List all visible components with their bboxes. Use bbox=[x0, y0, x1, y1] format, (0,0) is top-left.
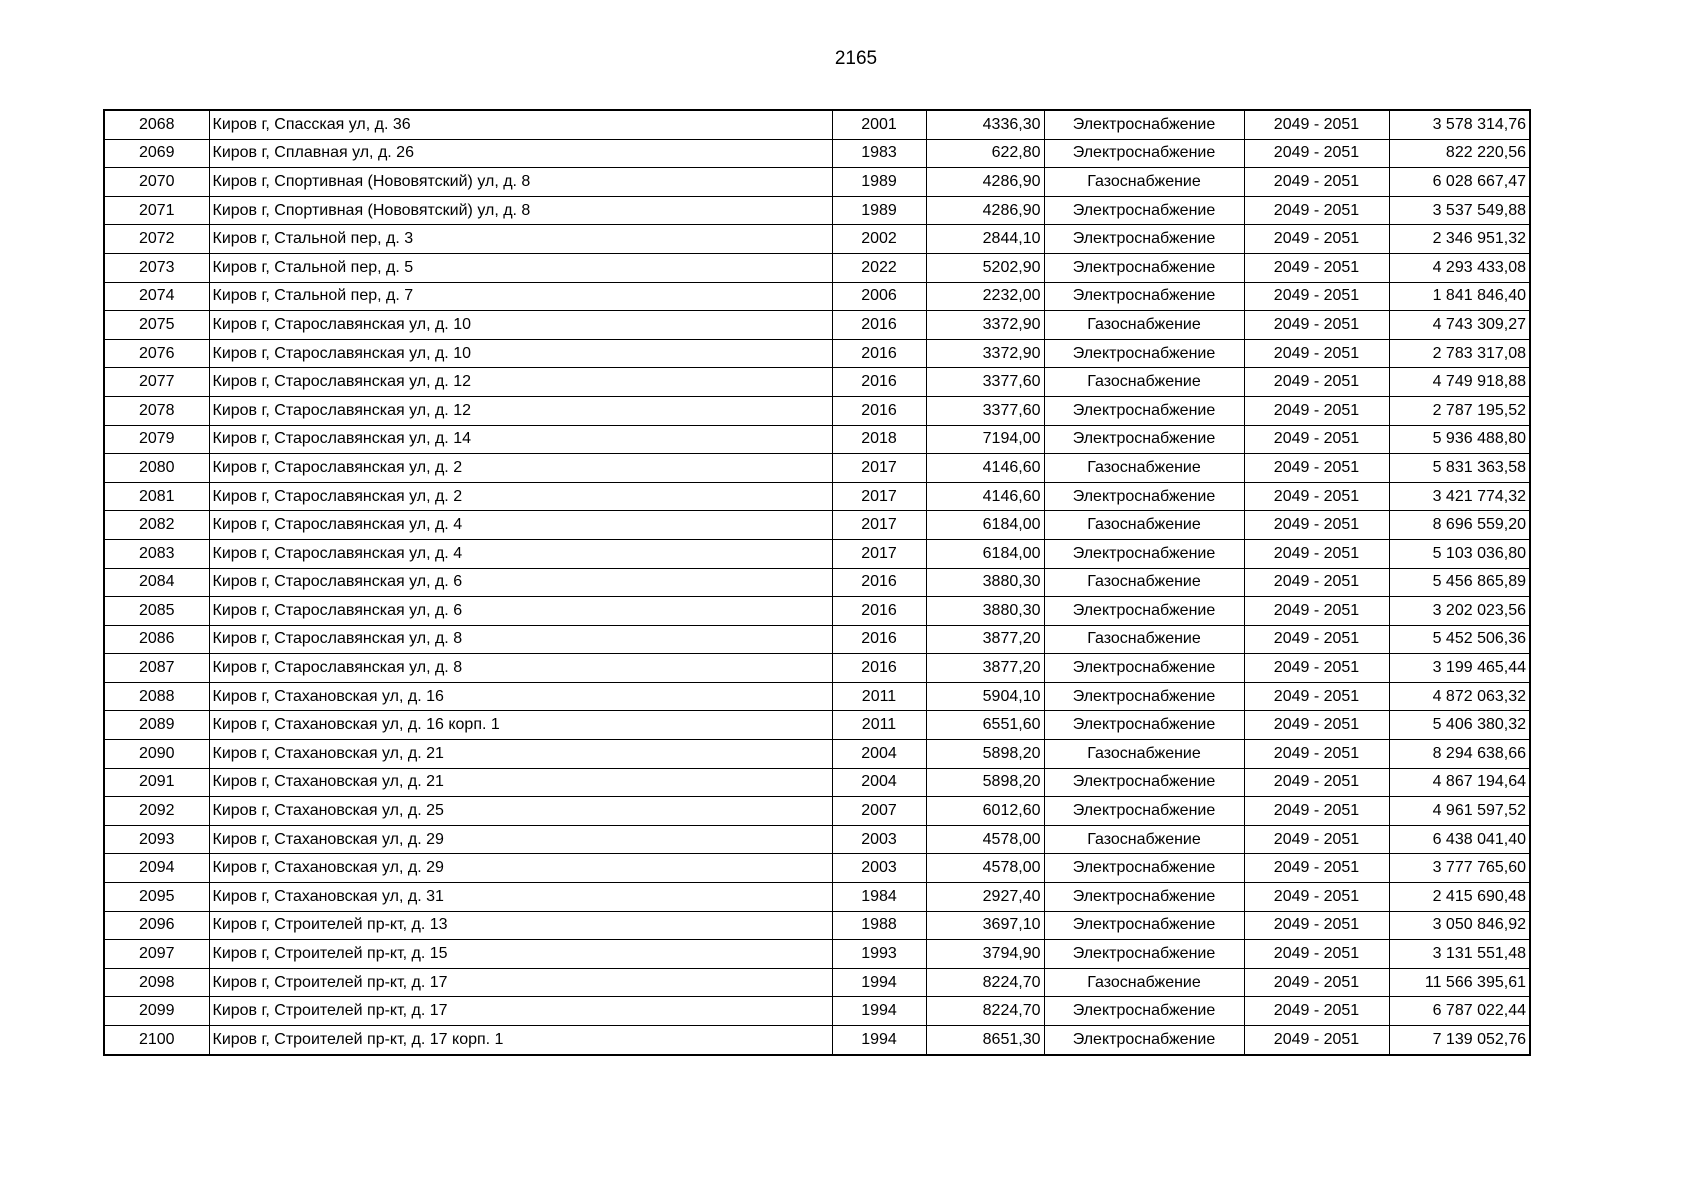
year-built-cell: 2003 bbox=[832, 825, 926, 854]
address-cell: Киров г, Старославянская ул, д. 4 bbox=[209, 539, 832, 568]
address-cell: Киров г, Стахановская ул, д. 21 bbox=[209, 740, 832, 769]
row-number: 2090 bbox=[104, 740, 209, 769]
area-cell: 4578,00 bbox=[926, 825, 1044, 854]
table-row bbox=[104, 454, 1530, 483]
year-built-cell: 2017 bbox=[832, 539, 926, 568]
area-cell: 8224,70 bbox=[926, 997, 1044, 1026]
table-row bbox=[104, 711, 1530, 740]
table-row bbox=[104, 253, 1530, 282]
address-cell: Киров г, Старославянская ул, д. 6 bbox=[209, 597, 832, 626]
service-type-cell: Электроснабжение bbox=[1044, 253, 1244, 282]
address-cell: Киров г, Старославянская ул, д. 8 bbox=[209, 625, 832, 654]
row-number: 2100 bbox=[104, 1026, 209, 1055]
row-number: 2077 bbox=[104, 368, 209, 397]
table-row bbox=[104, 883, 1530, 912]
service-type-cell: Газоснабжение bbox=[1044, 625, 1244, 654]
address-cell: Киров г, Спортивная (Нововятский) ул, д. 8 bbox=[209, 196, 832, 225]
table-row bbox=[104, 425, 1530, 454]
table-row bbox=[104, 482, 1530, 511]
row-number: 2087 bbox=[104, 654, 209, 683]
cost-cell: 6 028 667,47 bbox=[1389, 168, 1530, 197]
service-type-cell: Электроснабжение bbox=[1044, 539, 1244, 568]
area-cell: 4286,90 bbox=[926, 196, 1044, 225]
area-cell: 2927,40 bbox=[926, 883, 1044, 912]
row-number: 2085 bbox=[104, 597, 209, 626]
area-cell: 2232,00 bbox=[926, 282, 1044, 311]
year-built-cell: 2016 bbox=[832, 368, 926, 397]
year-built-cell: 2001 bbox=[832, 110, 926, 139]
year-built-cell: 1984 bbox=[832, 883, 926, 912]
year-built-cell: 2016 bbox=[832, 654, 926, 683]
year-built-cell: 2006 bbox=[832, 282, 926, 311]
address-cell: Киров г, Строителей пр-кт, д. 13 bbox=[209, 911, 832, 940]
row-number: 2078 bbox=[104, 396, 209, 425]
cost-cell: 3 202 023,56 bbox=[1389, 597, 1530, 626]
area-cell: 8224,70 bbox=[926, 968, 1044, 997]
row-number: 2082 bbox=[104, 511, 209, 540]
period-cell: 2049 - 2051 bbox=[1244, 968, 1389, 997]
table-row bbox=[104, 654, 1530, 683]
cost-cell: 6 787 022,44 bbox=[1389, 997, 1530, 1026]
service-type-cell: Электроснабжение bbox=[1044, 997, 1244, 1026]
row-number: 2083 bbox=[104, 539, 209, 568]
period-cell: 2049 - 2051 bbox=[1244, 940, 1389, 969]
period-cell: 2049 - 2051 bbox=[1244, 854, 1389, 883]
service-type-cell: Электроснабжение bbox=[1044, 654, 1244, 683]
cost-cell: 4 743 309,27 bbox=[1389, 311, 1530, 340]
table-row bbox=[104, 396, 1530, 425]
address-cell: Киров г, Стальной пер, д. 5 bbox=[209, 253, 832, 282]
table-row bbox=[104, 339, 1530, 368]
period-cell: 2049 - 2051 bbox=[1244, 339, 1389, 368]
period-cell: 2049 - 2051 bbox=[1244, 740, 1389, 769]
period-cell: 2049 - 2051 bbox=[1244, 139, 1389, 168]
row-number: 2075 bbox=[104, 311, 209, 340]
table-row bbox=[104, 854, 1530, 883]
year-built-cell: 2016 bbox=[832, 396, 926, 425]
service-type-cell: Электроснабжение bbox=[1044, 196, 1244, 225]
table-row bbox=[104, 282, 1530, 311]
area-cell: 4286,90 bbox=[926, 168, 1044, 197]
cost-cell: 7 139 052,76 bbox=[1389, 1026, 1530, 1055]
address-cell: Киров г, Спасская ул, д. 36 bbox=[209, 110, 832, 139]
address-cell: Киров г, Стахановская ул, д. 16 корп. 1 bbox=[209, 711, 832, 740]
period-cell: 2049 - 2051 bbox=[1244, 797, 1389, 826]
year-built-cell: 2003 bbox=[832, 854, 926, 883]
year-built-cell: 2016 bbox=[832, 339, 926, 368]
address-cell: Киров г, Старославянская ул, д. 8 bbox=[209, 654, 832, 683]
service-type-cell: Электроснабжение bbox=[1044, 940, 1244, 969]
cost-cell: 3 421 774,32 bbox=[1389, 482, 1530, 511]
table-row bbox=[104, 539, 1530, 568]
service-type-cell: Электроснабжение bbox=[1044, 711, 1244, 740]
table-row bbox=[104, 740, 1530, 769]
table-row bbox=[104, 825, 1530, 854]
cost-cell: 5 831 363,58 bbox=[1389, 454, 1530, 483]
address-cell: Киров г, Стахановская ул, д. 21 bbox=[209, 768, 832, 797]
address-cell: Киров г, Стахановская ул, д. 25 bbox=[209, 797, 832, 826]
year-built-cell: 2017 bbox=[832, 511, 926, 540]
address-cell: Киров г, Старославянская ул, д. 4 bbox=[209, 511, 832, 540]
cost-cell: 5 103 036,80 bbox=[1389, 539, 1530, 568]
row-number: 2096 bbox=[104, 911, 209, 940]
period-cell: 2049 - 2051 bbox=[1244, 425, 1389, 454]
year-built-cell: 1994 bbox=[832, 997, 926, 1026]
address-cell: Киров г, Старославянская ул, д. 12 bbox=[209, 396, 832, 425]
address-cell: Киров г, Старославянская ул, д. 6 bbox=[209, 568, 832, 597]
table-row bbox=[104, 110, 1530, 139]
period-cell: 2049 - 2051 bbox=[1244, 511, 1389, 540]
year-built-cell: 2016 bbox=[832, 625, 926, 654]
period-cell: 2049 - 2051 bbox=[1244, 368, 1389, 397]
row-number: 2068 bbox=[104, 110, 209, 139]
service-type-cell: Электроснабжение bbox=[1044, 110, 1244, 139]
service-type-cell: Электроснабжение bbox=[1044, 768, 1244, 797]
service-type-cell: Электроснабжение bbox=[1044, 396, 1244, 425]
period-cell: 2049 - 2051 bbox=[1244, 711, 1389, 740]
year-built-cell: 1994 bbox=[832, 968, 926, 997]
area-cell: 5898,20 bbox=[926, 740, 1044, 769]
cost-cell: 5 456 865,89 bbox=[1389, 568, 1530, 597]
year-built-cell: 1994 bbox=[832, 1026, 926, 1055]
period-cell: 2049 - 2051 bbox=[1244, 482, 1389, 511]
area-cell: 2844,10 bbox=[926, 225, 1044, 254]
period-cell: 2049 - 2051 bbox=[1244, 282, 1389, 311]
year-built-cell: 1993 bbox=[832, 940, 926, 969]
period-cell: 2049 - 2051 bbox=[1244, 997, 1389, 1026]
row-number: 2099 bbox=[104, 997, 209, 1026]
row-number: 2094 bbox=[104, 854, 209, 883]
period-cell: 2049 - 2051 bbox=[1244, 597, 1389, 626]
row-number: 2098 bbox=[104, 968, 209, 997]
area-cell: 3880,30 bbox=[926, 568, 1044, 597]
service-type-cell: Электроснабжение bbox=[1044, 597, 1244, 626]
row-number: 2084 bbox=[104, 568, 209, 597]
year-built-cell: 2016 bbox=[832, 597, 926, 626]
page-number: 2165 bbox=[834, 48, 878, 69]
cost-cell: 2 346 951,32 bbox=[1389, 225, 1530, 254]
period-cell: 2049 - 2051 bbox=[1244, 568, 1389, 597]
service-type-cell: Электроснабжение bbox=[1044, 797, 1244, 826]
area-cell: 3880,30 bbox=[926, 597, 1044, 626]
table-row bbox=[104, 911, 1530, 940]
row-number: 2072 bbox=[104, 225, 209, 254]
area-cell: 622,80 bbox=[926, 139, 1044, 168]
period-cell: 2049 - 2051 bbox=[1244, 625, 1389, 654]
year-built-cell: 2011 bbox=[832, 711, 926, 740]
period-cell: 2049 - 2051 bbox=[1244, 539, 1389, 568]
address-cell: Киров г, Стахановская ул, д. 31 bbox=[209, 883, 832, 912]
cost-cell: 3 578 314,76 bbox=[1389, 110, 1530, 139]
period-cell: 2049 - 2051 bbox=[1244, 454, 1389, 483]
row-number: 2080 bbox=[104, 454, 209, 483]
address-cell: Киров г, Старославянская ул, д. 10 bbox=[209, 311, 832, 340]
service-type-cell: Газоснабжение bbox=[1044, 968, 1244, 997]
service-type-cell: Газоснабжение bbox=[1044, 311, 1244, 340]
period-cell: 2049 - 2051 bbox=[1244, 311, 1389, 340]
service-type-cell: Газоснабжение bbox=[1044, 454, 1244, 483]
area-cell: 4336,30 bbox=[926, 110, 1044, 139]
cost-cell: 4 961 597,52 bbox=[1389, 797, 1530, 826]
year-built-cell: 1989 bbox=[832, 168, 926, 197]
period-cell: 2049 - 2051 bbox=[1244, 825, 1389, 854]
row-number: 2071 bbox=[104, 196, 209, 225]
area-cell: 3377,60 bbox=[926, 396, 1044, 425]
address-cell: Киров г, Старославянская ул, д. 2 bbox=[209, 454, 832, 483]
row-number: 2097 bbox=[104, 940, 209, 969]
year-built-cell: 2017 bbox=[832, 482, 926, 511]
year-built-cell: 2011 bbox=[832, 682, 926, 711]
year-built-cell: 1988 bbox=[832, 911, 926, 940]
year-built-cell: 2016 bbox=[832, 311, 926, 340]
cost-cell: 11 566 395,61 bbox=[1389, 968, 1530, 997]
area-cell: 4146,60 bbox=[926, 454, 1044, 483]
table-row bbox=[104, 597, 1530, 626]
address-cell: Киров г, Строителей пр-кт, д. 17 bbox=[209, 997, 832, 1026]
table-row bbox=[104, 625, 1530, 654]
cost-cell: 3 199 465,44 bbox=[1389, 654, 1530, 683]
table-row bbox=[104, 196, 1530, 225]
row-number: 2086 bbox=[104, 625, 209, 654]
service-type-cell: Газоснабжение bbox=[1044, 511, 1244, 540]
cost-cell: 6 438 041,40 bbox=[1389, 825, 1530, 854]
address-cell: Киров г, Строителей пр-кт, д. 17 корп. 1 bbox=[209, 1026, 832, 1055]
area-cell: 3877,20 bbox=[926, 654, 1044, 683]
service-type-cell: Газоснабжение bbox=[1044, 825, 1244, 854]
cost-cell: 4 872 063,32 bbox=[1389, 682, 1530, 711]
cost-cell: 8 294 638,66 bbox=[1389, 740, 1530, 769]
cost-cell: 8 696 559,20 bbox=[1389, 511, 1530, 540]
row-number: 2076 bbox=[104, 339, 209, 368]
service-type-cell: Электроснабжение bbox=[1044, 425, 1244, 454]
area-cell: 6184,00 bbox=[926, 539, 1044, 568]
period-cell: 2049 - 2051 bbox=[1244, 196, 1389, 225]
service-type-cell: Газоснабжение bbox=[1044, 568, 1244, 597]
cost-cell: 3 537 549,88 bbox=[1389, 196, 1530, 225]
service-type-cell: Электроснабжение bbox=[1044, 682, 1244, 711]
repair-registry-table bbox=[103, 109, 1531, 1056]
year-built-cell: 2004 bbox=[832, 740, 926, 769]
table-row bbox=[104, 968, 1530, 997]
table-row bbox=[104, 139, 1530, 168]
address-cell: Киров г, Стахановская ул, д. 29 bbox=[209, 825, 832, 854]
period-cell: 2049 - 2051 bbox=[1244, 110, 1389, 139]
table-body bbox=[104, 110, 1530, 1055]
cost-cell: 2 783 317,08 bbox=[1389, 339, 1530, 368]
period-cell: 2049 - 2051 bbox=[1244, 225, 1389, 254]
table-row bbox=[104, 682, 1530, 711]
period-cell: 2049 - 2051 bbox=[1244, 883, 1389, 912]
period-cell: 2049 - 2051 bbox=[1244, 768, 1389, 797]
service-type-cell: Электроснабжение bbox=[1044, 911, 1244, 940]
cost-cell: 1 841 846,40 bbox=[1389, 282, 1530, 311]
row-number: 2093 bbox=[104, 825, 209, 854]
area-cell: 5202,90 bbox=[926, 253, 1044, 282]
address-cell: Киров г, Строителей пр-кт, д. 15 bbox=[209, 940, 832, 969]
period-cell: 2049 - 2051 bbox=[1244, 682, 1389, 711]
address-cell: Киров г, Спортивная (Нововятский) ул, д. 8 bbox=[209, 168, 832, 197]
area-cell: 3794,90 bbox=[926, 940, 1044, 969]
row-number: 2073 bbox=[104, 253, 209, 282]
table-row bbox=[104, 797, 1530, 826]
year-built-cell: 2017 bbox=[832, 454, 926, 483]
table-row bbox=[104, 311, 1530, 340]
area-cell: 4578,00 bbox=[926, 854, 1044, 883]
area-cell: 6012,60 bbox=[926, 797, 1044, 826]
row-number: 2079 bbox=[104, 425, 209, 454]
period-cell: 2049 - 2051 bbox=[1244, 1026, 1389, 1055]
service-type-cell: Электроснабжение bbox=[1044, 854, 1244, 883]
table-row bbox=[104, 168, 1530, 197]
table-row bbox=[104, 997, 1530, 1026]
row-number: 2070 bbox=[104, 168, 209, 197]
table-row bbox=[104, 225, 1530, 254]
address-cell: Киров г, Сплавная ул, д. 26 bbox=[209, 139, 832, 168]
cost-cell: 5 936 488,80 bbox=[1389, 425, 1530, 454]
cost-cell: 5 452 506,36 bbox=[1389, 625, 1530, 654]
year-built-cell: 1983 bbox=[832, 139, 926, 168]
area-cell: 3697,10 bbox=[926, 911, 1044, 940]
address-cell: Киров г, Стальной пер, д. 3 bbox=[209, 225, 832, 254]
row-number: 2091 bbox=[104, 768, 209, 797]
period-cell: 2049 - 2051 bbox=[1244, 911, 1389, 940]
area-cell: 3877,20 bbox=[926, 625, 1044, 654]
area-cell: 3372,90 bbox=[926, 339, 1044, 368]
area-cell: 4146,60 bbox=[926, 482, 1044, 511]
area-cell: 7194,00 bbox=[926, 425, 1044, 454]
period-cell: 2049 - 2051 bbox=[1244, 396, 1389, 425]
area-cell: 8651,30 bbox=[926, 1026, 1044, 1055]
cost-cell: 2 415 690,48 bbox=[1389, 883, 1530, 912]
service-type-cell: Газоснабжение bbox=[1044, 368, 1244, 397]
service-type-cell: Электроснабжение bbox=[1044, 139, 1244, 168]
area-cell: 6184,00 bbox=[926, 511, 1044, 540]
service-type-cell: Электроснабжение bbox=[1044, 883, 1244, 912]
period-cell: 2049 - 2051 bbox=[1244, 253, 1389, 282]
cost-cell: 3 131 551,48 bbox=[1389, 940, 1530, 969]
row-number: 2069 bbox=[104, 139, 209, 168]
area-cell: 5904,10 bbox=[926, 682, 1044, 711]
service-type-cell: Электроснабжение bbox=[1044, 339, 1244, 368]
cost-cell: 4 293 433,08 bbox=[1389, 253, 1530, 282]
period-cell: 2049 - 2051 bbox=[1244, 654, 1389, 683]
cost-cell: 4 749 918,88 bbox=[1389, 368, 1530, 397]
service-type-cell: Электроснабжение bbox=[1044, 282, 1244, 311]
table-row bbox=[104, 768, 1530, 797]
address-cell: Киров г, Стальной пер, д. 7 bbox=[209, 282, 832, 311]
area-cell: 6551,60 bbox=[926, 711, 1044, 740]
address-cell: Киров г, Стахановская ул, д. 16 bbox=[209, 682, 832, 711]
table-row bbox=[104, 1026, 1530, 1055]
table-row bbox=[104, 940, 1530, 969]
table-row bbox=[104, 511, 1530, 540]
cost-cell: 822 220,56 bbox=[1389, 139, 1530, 168]
address-cell: Киров г, Старославянская ул, д. 14 bbox=[209, 425, 832, 454]
row-number: 2089 bbox=[104, 711, 209, 740]
year-built-cell: 2022 bbox=[832, 253, 926, 282]
service-type-cell: Газоснабжение bbox=[1044, 168, 1244, 197]
area-cell: 3372,90 bbox=[926, 311, 1044, 340]
service-type-cell: Электроснабжение bbox=[1044, 1026, 1244, 1055]
row-number: 2081 bbox=[104, 482, 209, 511]
row-number: 2095 bbox=[104, 883, 209, 912]
address-cell: Киров г, Строителей пр-кт, д. 17 bbox=[209, 968, 832, 997]
table-row bbox=[104, 568, 1530, 597]
cost-cell: 3 050 846,92 bbox=[1389, 911, 1530, 940]
cost-cell: 2 787 195,52 bbox=[1389, 396, 1530, 425]
year-built-cell: 2007 bbox=[832, 797, 926, 826]
service-type-cell: Электроснабжение bbox=[1044, 225, 1244, 254]
address-cell: Киров г, Старославянская ул, д. 2 bbox=[209, 482, 832, 511]
cost-cell: 4 867 194,64 bbox=[1389, 768, 1530, 797]
address-cell: Киров г, Старославянская ул, д. 12 bbox=[209, 368, 832, 397]
area-cell: 3377,60 bbox=[926, 368, 1044, 397]
service-type-cell: Электроснабжение bbox=[1044, 482, 1244, 511]
year-built-cell: 2016 bbox=[832, 568, 926, 597]
year-built-cell: 2004 bbox=[832, 768, 926, 797]
row-number: 2088 bbox=[104, 682, 209, 711]
cost-cell: 3 777 765,60 bbox=[1389, 854, 1530, 883]
year-built-cell: 2018 bbox=[832, 425, 926, 454]
year-built-cell: 2002 bbox=[832, 225, 926, 254]
row-number: 2074 bbox=[104, 282, 209, 311]
table-row bbox=[104, 368, 1530, 397]
row-number: 2092 bbox=[104, 797, 209, 826]
area-cell: 5898,20 bbox=[926, 768, 1044, 797]
cost-cell: 5 406 380,32 bbox=[1389, 711, 1530, 740]
period-cell: 2049 - 2051 bbox=[1244, 168, 1389, 197]
address-cell: Киров г, Старославянская ул, д. 10 bbox=[209, 339, 832, 368]
service-type-cell: Газоснабжение bbox=[1044, 740, 1244, 769]
year-built-cell: 1989 bbox=[832, 196, 926, 225]
address-cell: Киров г, Стахановская ул, д. 29 bbox=[209, 854, 832, 883]
